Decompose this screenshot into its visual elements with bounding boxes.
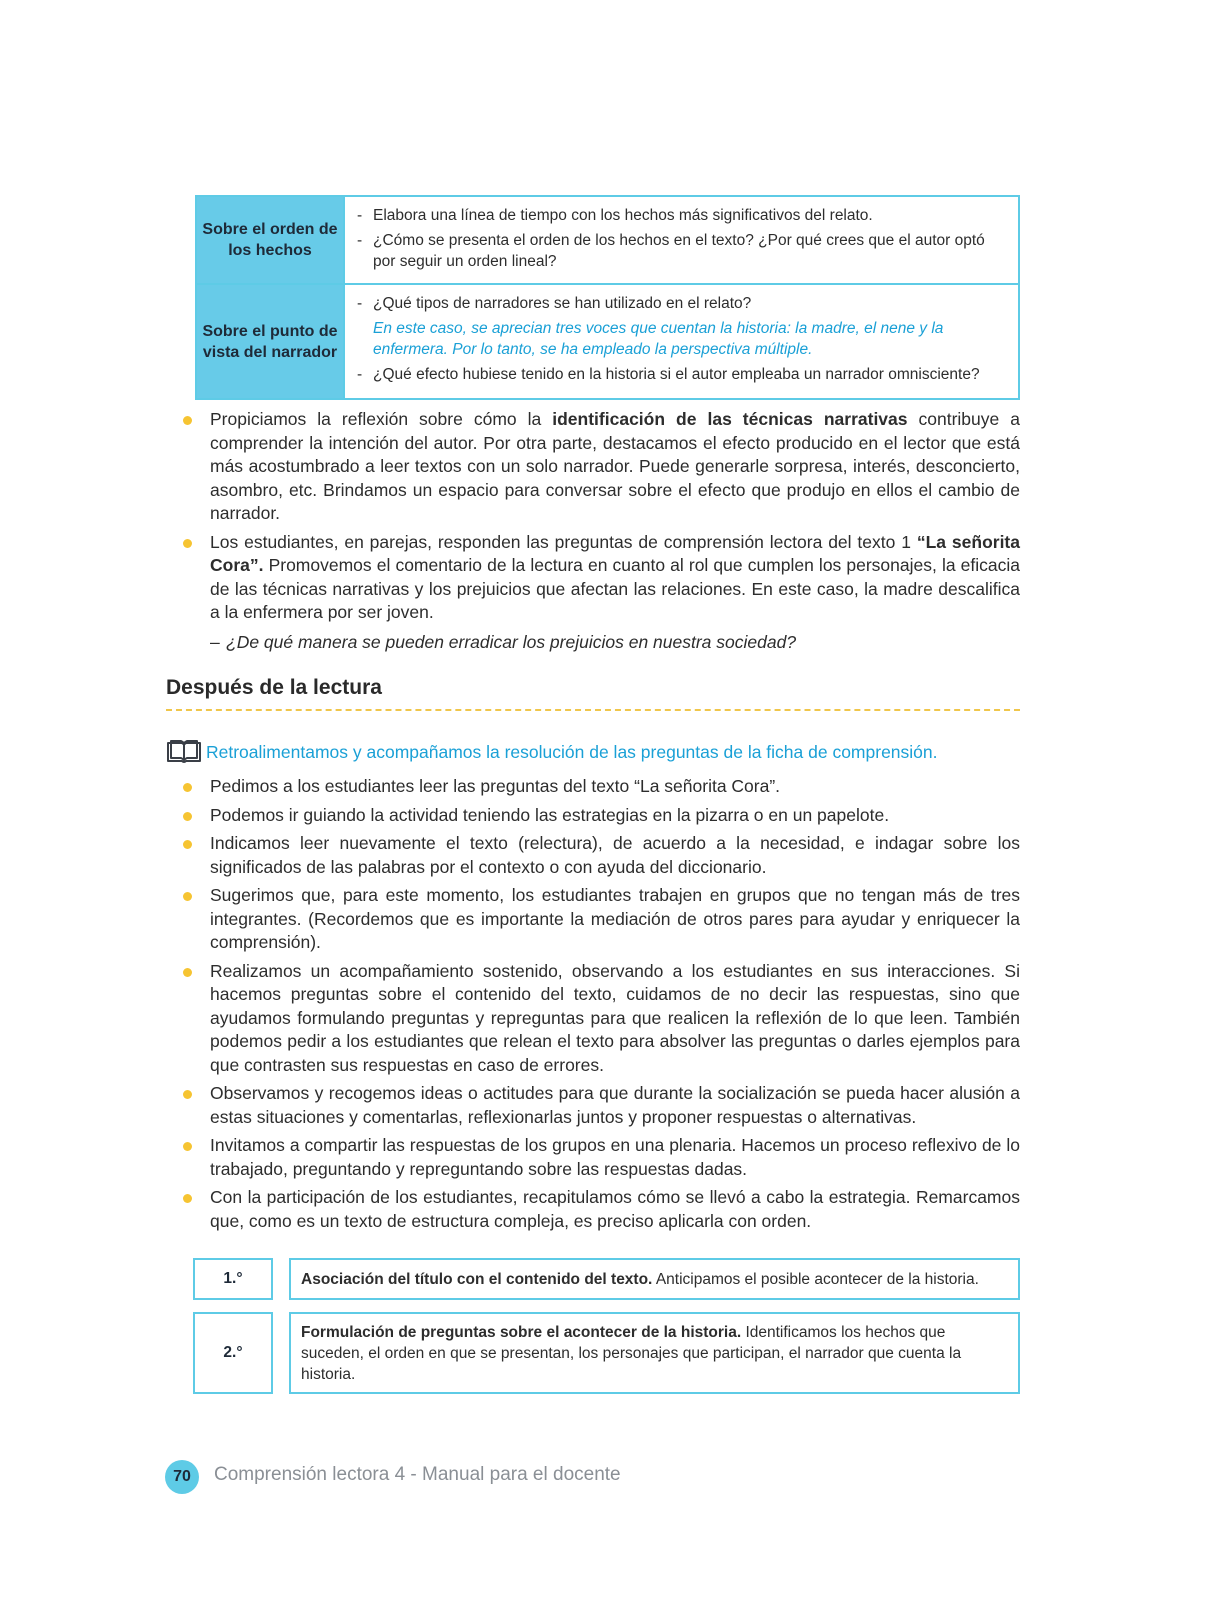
bullet-text: Promovemos el comentario de la lectura en cuanto al rol que cumplen los personajes, la eficacia de las técnicas narrativas y los prejuicios que afectan las relaciones. En este caso, la madre descalifica a la enfermera por ser joven. bbox=[210, 555, 1020, 622]
list-item bbox=[180, 884, 1020, 955]
step-number: 2.° bbox=[193, 1312, 273, 1394]
bullet-dot bbox=[183, 1142, 192, 1151]
footer-title: Comprensión lectora 4 - Manual para el docente bbox=[214, 1464, 621, 1485]
questions-table bbox=[195, 195, 1020, 400]
table-row-header: Sobre el punto de vista del narrador bbox=[197, 285, 345, 398]
table-answer: En este caso, se aprecian tres voces que cuentan la historia: la madre, el nene y la enfermera. Por lo tanto, se ha empleado la perspectiva múltiple. bbox=[373, 319, 944, 358]
table-question: - ¿Cómo se presenta el orden de los hechos en el texto? ¿Por qué crees que el autor optó por seguir un orden lineal? bbox=[355, 230, 1008, 273]
table-question: - ¿Qué efecto hubiese tenido en la historia si el autor empleaba un narrador omnisciente? bbox=[355, 364, 1008, 386]
step-title: Formulación de preguntas sobre el acontecer de la historia. bbox=[301, 1323, 742, 1341]
bullet-text: Sugerimos que, para este momento, los estudiantes trabajen en grupos que no tengan más de tres integrantes. (Recordemos que es importante la mediación de otros pares para ayudar y enriquecer la comprensión). bbox=[210, 885, 1020, 952]
list-item bbox=[180, 832, 1020, 879]
list-item bbox=[180, 408, 1020, 526]
page-number: 70 bbox=[165, 1460, 199, 1494]
list-item bbox=[180, 775, 1020, 799]
bullet-dot bbox=[183, 892, 192, 901]
table-question: - ¿Qué tipos de narradores se han utilizado en el relato? bbox=[355, 293, 1008, 315]
bullet-dot bbox=[183, 840, 192, 849]
reflection-question: – ¿De qué manera se pueden erradicar los prejuicios en nuestra sociedad? bbox=[180, 630, 1020, 654]
table-row-header: Sobre el orden de los hechos bbox=[197, 197, 345, 283]
bullet-dot bbox=[183, 783, 192, 792]
bullet-dot bbox=[183, 968, 192, 977]
step-title: Asociación del título con el contenido del texto. bbox=[301, 1270, 653, 1288]
bullet-text: Pedimos a los estudiantes leer las preguntas del texto “La señorita Cora”. bbox=[210, 776, 781, 796]
bullet-text: Con la participación de los estudiantes, recapitulamos cómo se llevó a cabo la estrategia. Remarcamos que, como es un texto de estructura compleja, es preciso aplicarla con orden. bbox=[210, 1187, 1020, 1231]
bullet-text: Observamos y recogemos ideas o actitudes para que durante la socialización se pueda hacer alusión a estas situaciones y comentarlas, reflexionarlas juntos y proponer respuestas o alternativas. bbox=[210, 1083, 1020, 1127]
step-detail: Identificamos los hechos que suceden, el orden en que se presentan, los personajes que participan, el narrador que cuenta la historia. bbox=[301, 1323, 962, 1383]
table-question: - Elabora una línea de tiempo con los hechos más significativos del relato. bbox=[355, 205, 1008, 227]
reading-bullets bbox=[180, 408, 1020, 654]
list-item bbox=[180, 1082, 1020, 1129]
list-item bbox=[180, 804, 1020, 828]
table-row bbox=[197, 283, 1018, 398]
feedback-line bbox=[166, 740, 938, 764]
table-row bbox=[197, 197, 1018, 283]
step-number: 1.° bbox=[193, 1258, 273, 1300]
bullet-text: Realizamos un acompañamiento sostenido, observando a los estudiantes en sus interacciones. Si hacemos preguntas sobre el contenido del texto, cuidamos de no decir las respuestas, sino que ayudamos formulando preguntas y repreguntas para que realicen la reflexión de lo que leen. También podemos pedir a los estudiantes que relean el texto para absolver las preguntas o darles ejemplos para que contrasten sus respuestas en caso de errores. bbox=[210, 960, 1020, 1075]
table-row-content bbox=[345, 197, 1018, 283]
bullet-text: Indicamos leer nuevamente el texto (relectura), de acuerdo a la necesidad, e indagar sobre los significados de las palabras por el contexto o con ayuda del diccionario. bbox=[210, 833, 1020, 877]
section-title: Después de la lectura bbox=[166, 676, 382, 699]
divider bbox=[166, 709, 1020, 711]
bullet-bold-text: identificación de las técnicas narrativas bbox=[552, 409, 908, 429]
bullet-text: Propiciamos la reflexión sobre cómo la bbox=[210, 409, 553, 429]
bullet-dot bbox=[183, 539, 192, 548]
bullet-text: Podemos ir guiando la actividad teniendo las estrategias en la pizarra o en un papelote. bbox=[210, 804, 890, 825]
book-icon bbox=[166, 740, 202, 764]
step-detail: Anticipamos el posible acontecer de la historia. bbox=[652, 1270, 979, 1288]
bullet-text: Invitamos a compartir las respuestas de los grupos en una plenaria. Hacemos un proceso reflexivo de lo trabajado, preguntando y repreguntando sobre las respuestas dadas. bbox=[210, 1135, 1020, 1179]
bullet-dot bbox=[183, 416, 192, 425]
table-row-content bbox=[345, 285, 1018, 398]
bullet-dot bbox=[183, 1194, 192, 1203]
after-bullets bbox=[180, 775, 1020, 1238]
step-description bbox=[289, 1312, 1020, 1394]
step-description bbox=[289, 1258, 1020, 1300]
feedback-text: Retroalimentamos y acompañamos la resolución de las preguntas de la ficha de comprensión. bbox=[206, 741, 938, 762]
list-item bbox=[180, 960, 1020, 1078]
list-item bbox=[180, 531, 1020, 625]
list-item bbox=[180, 1134, 1020, 1181]
bullet-text: Los estudiantes, en parejas, responden las preguntas de comprensión lectora del texto 1 bbox=[210, 531, 917, 552]
list-item bbox=[180, 1186, 1020, 1233]
bullet-text: contribuye a comprender la intención del autor. Por otra parte, destacamos el efecto producido en el lector que está más acostumbrado a leer textos con un solo narrador. Puede generarle sorpresa, interés, desconcierto, asombro, etc. Brindamos un espacio para conversar sobre el efecto que produjo en ellos el cambio de narrador. bbox=[210, 409, 1020, 523]
bullet-dot bbox=[183, 1090, 192, 1099]
bullet-dot bbox=[183, 812, 192, 821]
bullet-bold-text: “La señorita Cora”. bbox=[210, 531, 1020, 575]
